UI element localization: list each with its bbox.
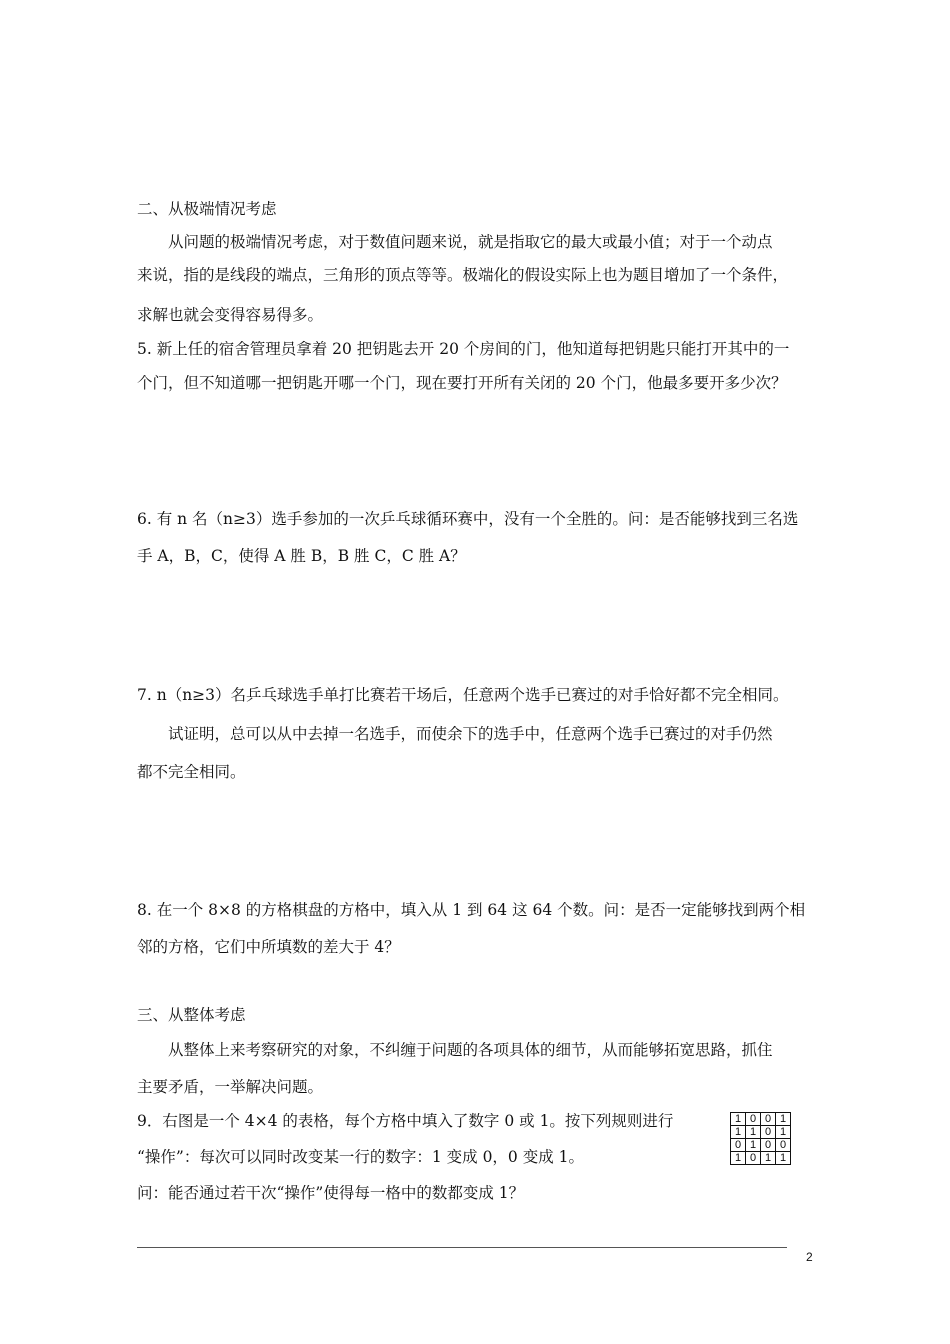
page-number: 2 bbox=[806, 1250, 813, 1264]
grid-cell: 1 bbox=[731, 1113, 746, 1126]
grid-cell: 1 bbox=[731, 1126, 746, 1139]
problem-line: 6. 有 n 名（n≥3）选手参加的一次乒乓球循环赛中，没有一个全胜的。问：是否能够找到三名选 bbox=[137, 510, 799, 528]
paragraph-line: 来说，指的是线段的端点，三角形的顶点等等。极端化的假设实际上也为题目增加了一个条件， bbox=[137, 266, 789, 284]
grid-cell: 0 bbox=[731, 1139, 746, 1152]
paragraph-line: 从问题的极端情况考虑，对于数值问题来说，就是指取它的最大或最小值；对于一个动点 bbox=[168, 233, 773, 251]
grid-cell: 1 bbox=[776, 1126, 791, 1139]
paragraph-line: 从整体上来考察研究的对象，不纠缠于问题的各项具体的细节，从而能够拓宽思路，抓住 bbox=[168, 1041, 773, 1059]
problem-line: 7. n（n≥3）名乒乓球选手单打比赛若干场后，任意两个选手已赛过的对手恰好都不完全相同。 bbox=[137, 686, 789, 704]
grid-cell: 0 bbox=[746, 1152, 761, 1165]
section-heading: 三、从整体考虑 bbox=[137, 1006, 246, 1024]
section-heading: 二、从极端情况考虑 bbox=[137, 200, 277, 218]
grid-row bbox=[731, 1126, 791, 1139]
grid-cell: 1 bbox=[776, 1152, 791, 1165]
problem-line: “操作”：每次可以同时改变某一行的数字：1 变成 0，0 变成 1。 bbox=[137, 1148, 585, 1166]
problem-line: 手 A，B，C，使得 A 胜 B，B 胜 C，C 胜 A？ bbox=[137, 547, 466, 565]
grid-cell: 1 bbox=[746, 1126, 761, 1139]
grid-cell: 1 bbox=[731, 1152, 746, 1165]
grid-cell: 0 bbox=[761, 1113, 776, 1126]
problem-line: 问：能否通过若干次“操作”使得每一格中的数都变成 1？ bbox=[137, 1184, 525, 1202]
problem-line: 8. 在一个 8×8 的方格棋盘的方格中，填入从 1 到 64 这 64 个数。问：是否一定能够找到两个相 bbox=[137, 901, 806, 919]
grid-cell: 0 bbox=[746, 1113, 761, 1126]
problem-line: 都不完全相同。 bbox=[137, 763, 246, 781]
problem-line: 个门，但不知道哪一把钥匙开哪一个门，现在要打开所有关闭的 20 个门，他最多要开多少次？ bbox=[137, 374, 787, 392]
grid-cell: 1 bbox=[776, 1113, 791, 1126]
grid-cell: 0 bbox=[761, 1139, 776, 1152]
problem-line: 5. 新上任的宿舍管理员拿着 20 把钥匙去开 20 个房间的门，他知道每把钥匙只能打开其中的一 bbox=[137, 340, 790, 358]
paragraph-line: 主要矛盾，一举解决问题。 bbox=[137, 1078, 324, 1096]
grid-cell: 0 bbox=[761, 1126, 776, 1139]
problem-line: 9．右图是一个 4×4 的表格，每个方格中填入了数字 0 或 1。按下列规则进行 bbox=[137, 1112, 674, 1130]
binary-grid bbox=[730, 1112, 791, 1165]
grid-row bbox=[731, 1113, 791, 1126]
problem-line: 邻的方格，它们中所填数的差大于 4？ bbox=[137, 938, 400, 956]
grid-row bbox=[731, 1139, 791, 1152]
grid-cell: 1 bbox=[746, 1139, 761, 1152]
grid-row bbox=[731, 1152, 791, 1165]
grid-cell: 1 bbox=[761, 1152, 776, 1165]
problem-line: 试证明，总可以从中去掉一名选手，而使余下的选手中，任意两个选手已赛过的对手仍然 bbox=[168, 725, 773, 743]
grid-cell: 0 bbox=[776, 1139, 791, 1152]
paragraph-line: 求解也就会变得容易得多。 bbox=[137, 306, 324, 324]
footer-divider bbox=[137, 1247, 787, 1248]
